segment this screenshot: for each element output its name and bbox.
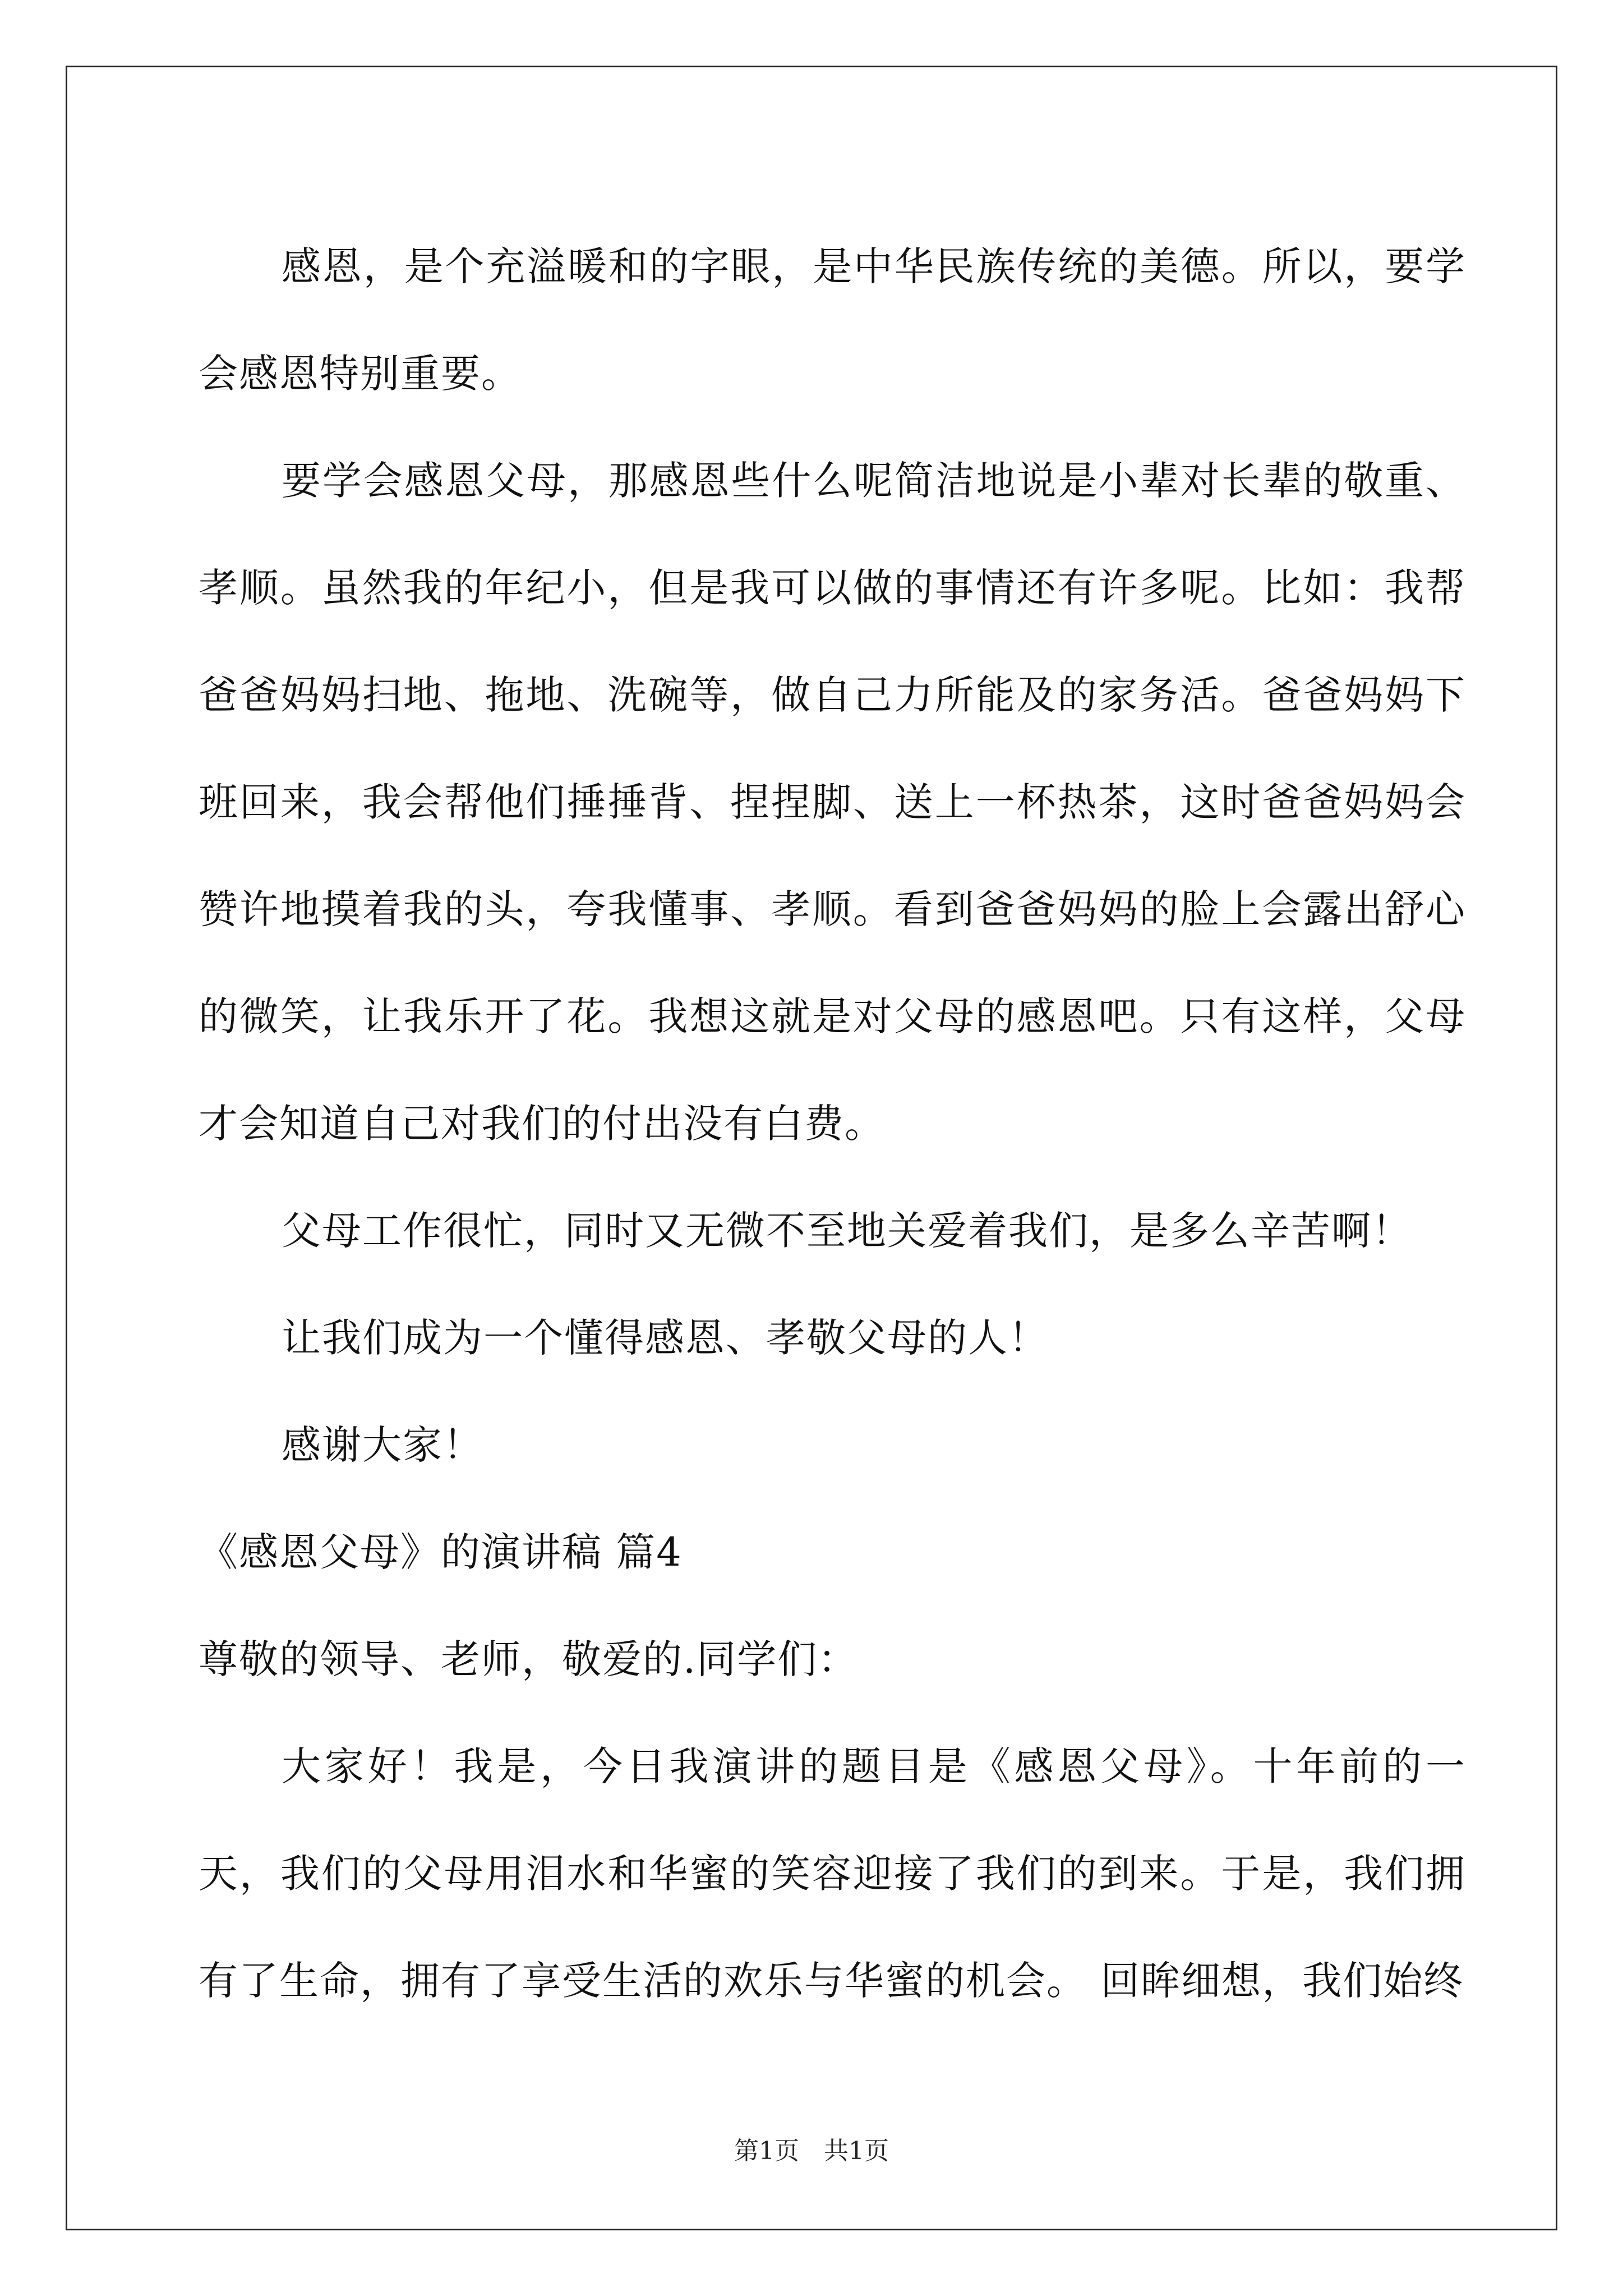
paragraph-gratitude-intro: 感恩，是个充溢暖和的字眼，是中华民族传统的美德。所以，要学会感恩特别重要。 — [199, 243, 1466, 397]
paragraph-thanks: 感谢大家！ — [282, 1422, 483, 1468]
paragraph-speech-opening: 大家好！我是，今日我演讲的题目是《感恩父母》。十年前的一天，我们的父母用泪水和华蜜的笑容迎接了我们的到来。于是，我们拥有了生命，拥有了享受生活的欢乐与华蜜的机会。 回眸细想，我们始终 — [199, 1743, 1466, 2004]
salutation: 尊敬的领导、老师，敬爱的.同学们： — [199, 1636, 859, 1682]
paragraph-call-to-action: 让我们成为一个懂得感恩、孝敬父母的人！ — [282, 1315, 1049, 1361]
page-footer: 第1页 共1页 — [734, 2137, 889, 2165]
section-heading: 《感恩父母》的演讲稿 篇4 — [199, 1529, 683, 1575]
paragraph-parents-busy: 父母工作很忙，同时又无微不至地关爱着我们，是多么辛苦啊！ — [282, 1208, 1412, 1254]
document-body — [199, 213, 1466, 2035]
paragraph-gratitude-parents: 要学会感恩父母，那感恩些什么呢简洁地说是小辈对长辈的敬重、孝顺。虽然我的年纪小，但是我可以做的事情还有许多呢。比如：我帮爸爸妈妈扫地、拖地、洗碗等，做自己力所能及的家务活。爸爸妈妈下班回来，我会帮他们捶捶背、捏捏脚、送上一杯热茶，这时爸爸妈妈会赞许地摸着我的头，夸我懂事、孝顺。看到爸爸妈妈的脸上会露出舒心的微笑，让我乐开了花。我想这就是对父母的感恩吧。只有这样，父母才会知道自己对我们的付出没有白费。 — [199, 458, 1466, 1147]
